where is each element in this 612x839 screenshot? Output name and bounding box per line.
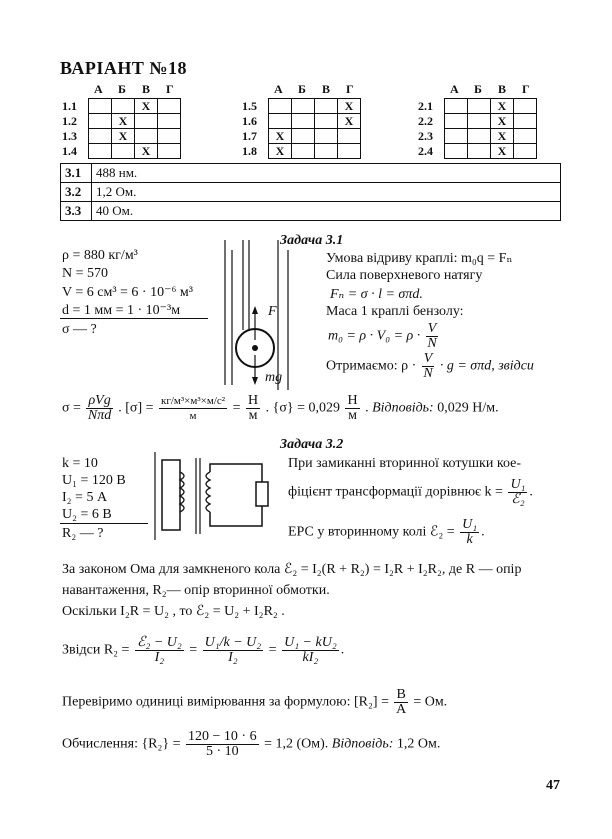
weight-label: mg [265, 370, 283, 385]
given-line: I₂ = 5 А [62, 490, 108, 505]
answer-cell [158, 144, 181, 159]
answer-cell [135, 114, 158, 129]
result-row: 3.1 488 нм. [61, 164, 561, 183]
answer-row-label: 1.4 [62, 144, 77, 158]
given-line: ρ = 880 кг/м³ [62, 248, 138, 263]
answer-cell [112, 99, 135, 114]
page-title: ВАРІАНТ №18 [60, 58, 187, 78]
answer-cell: X [491, 129, 514, 144]
task31-final-formula: σ = $\frac{\text{ρVg}}{\text{Nπd}}$ . [σ] = $\frac{\text{кг/м³×м³×м/с²}}{м}$ = $\frac{Н}{м}$ . {σ} = 0,029 $\frac{Н}{м}$ . Відповідь: 0,029 Н/м. [62, 393, 499, 423]
drop-figure [205, 240, 295, 390]
answer-cell [315, 99, 338, 114]
transformer-figure [150, 452, 280, 542]
answer-row [242, 129, 361, 144]
answer-cell [89, 144, 112, 159]
answer-cell [135, 129, 158, 144]
given-line: d = 1 мм = 1 · 10⁻³м [62, 303, 181, 318]
answer-cell [292, 129, 315, 144]
given-line: U₁ = 120 В [62, 473, 126, 488]
answer-cell: X [491, 144, 514, 159]
given-line: V = 6 см³ = 6 · 10⁻⁶ м³ [62, 285, 193, 300]
task32-calc: Обчислення: {R₂} = $\frac{120 - 10 \cdot 6}{5 \cdot 10}$ = 1,2 (Ом). Відповідь: 1,2 Ом. [62, 729, 441, 759]
answer-grid [62, 98, 181, 159]
task32-text: фіцієнт трансформації дорівнює k = $\frac{\text{U₁}}{\text{ℰ₂}}$ . [288, 477, 533, 507]
answer-row-label: 1.1 [62, 99, 77, 113]
answer-cell [315, 144, 338, 159]
answer-row [62, 99, 181, 114]
answer-row-label: 1.5 [242, 99, 257, 113]
grid-column-header: Б [298, 82, 306, 96]
answer-row [418, 144, 537, 159]
answer-cell [269, 114, 292, 129]
task31-text: Маса 1 краплі бензолу: [326, 304, 464, 319]
task31-mass-formula [328, 322, 440, 351]
answer-cell [338, 144, 361, 159]
given-line: k = 10 [62, 456, 98, 471]
grid-column-header: Г [166, 82, 174, 96]
answer-row-label: 1.3 [62, 129, 77, 143]
answer-row-label: 2.1 [418, 99, 433, 113]
grid-column-header: Б [118, 82, 126, 96]
given-unknown: σ — ? [62, 322, 97, 337]
answer-row [242, 144, 361, 159]
answer-cell: X [112, 129, 135, 144]
answer-row [62, 144, 181, 159]
answer-grid [418, 98, 537, 159]
answer-row-label: 2.4 [418, 144, 433, 158]
answer-row [418, 129, 537, 144]
grid-column-header: А [274, 82, 283, 96]
answer-cell [445, 129, 468, 144]
task31-text: Умова відриву краплі: m₀q = Fₙ [326, 251, 513, 266]
answer-cell [315, 129, 338, 144]
answer-cell: X [269, 144, 292, 159]
answer-cell [292, 144, 315, 159]
given-unknown: R₂ — ? [62, 526, 104, 541]
answer-row-label: 1.6 [242, 114, 257, 128]
task32-derivation: Звідси R₂ = $\frac{\text{ℰ₂ − U₂}}{\text{I₂}}$ = $\frac{\text{U₁/k − U₂}}{\text{I₂}}$ = $\frac{\text{U₁ − kU₂}}{\text{kI₂}}$ . [62, 635, 345, 665]
task32-line: За законом Ома для замкненого кола ℰ₂ = I₂(R + R₂) = I₂R + I₂R₂, де R — опір [62, 562, 522, 577]
answer-cell [338, 129, 361, 144]
answer-row [242, 99, 361, 114]
task32-line: Оскільки I₂R = U₂ , то ℰ₂ = U₂ + I₂R₂ . [62, 604, 285, 619]
grid-column-header: В [322, 82, 331, 96]
answer-cell [468, 114, 491, 129]
answer-cell [89, 129, 112, 144]
given-line: N = 570 [62, 266, 109, 281]
task31-text: m₀ = ρ · V₀ = ρ · [328, 328, 421, 344]
answer-grid [242, 98, 361, 159]
answer-cell: X [269, 129, 292, 144]
answer-row [418, 99, 537, 114]
task31-result-formula: Отримаємо: ρ · $\frac{V}{N}$ · g = σπd, звідси [326, 351, 534, 381]
answer-cell [468, 144, 491, 159]
page-number: 47 [546, 778, 560, 793]
result-row: 3.3 40 Ом. [61, 202, 561, 221]
grid-column-header: Г [522, 82, 530, 96]
force-label: F [268, 304, 277, 319]
given-line: U₂ = 6 В [62, 507, 112, 522]
answer-cell [315, 114, 338, 129]
task31-text: Сила поверхневого натягу [326, 268, 483, 283]
answer-cell [158, 114, 181, 129]
task32-units: Перевіримо одиниці вимірювання за формулою: [R₂] = $\frac{В}{А}$ = Ом. [62, 687, 448, 717]
grid-column-header: В [498, 82, 507, 96]
task32-text: ЕРС у вторинному колі ℰ₂ = $\frac{\text{U₁}}{k}$ . [288, 517, 485, 547]
answer-row [242, 114, 361, 129]
answer-row-label: 1.2 [62, 114, 77, 128]
answer-row-label: 2.2 [418, 114, 433, 128]
answer-cell [514, 129, 537, 144]
grid-column-header: Г [346, 82, 354, 96]
answer-cell [292, 114, 315, 129]
answer-cell [158, 129, 181, 144]
answer-row-label: 1.8 [242, 144, 257, 158]
answer-row [62, 129, 181, 144]
task32-heading: Задача 3.2 [280, 437, 344, 452]
task32-text: При замиканні вторинної котушки кое- [288, 456, 521, 471]
answer-cell [445, 144, 468, 159]
task31-text: Fₙ = σ · l = σπd. [330, 287, 423, 302]
answer-cell [269, 99, 292, 114]
answer-cell: X [135, 144, 158, 159]
grid-column-header: А [450, 82, 459, 96]
result-row: 3.2 1,2 Ом. [61, 183, 561, 202]
answer-cell [89, 99, 112, 114]
given-divider [60, 523, 148, 524]
answer-row [418, 114, 537, 129]
answer-cell [514, 144, 537, 159]
answer-cell [158, 99, 181, 114]
answer-cell: X [491, 99, 514, 114]
answer-cell [445, 99, 468, 114]
answer-cell: X [491, 114, 514, 129]
answer-row-label: 2.3 [418, 129, 433, 143]
answer-cell: X [135, 99, 158, 114]
answer-cell [89, 114, 112, 129]
grid-column-header: А [94, 82, 103, 96]
answer-cell: X [338, 99, 361, 114]
answer-cell: X [112, 114, 135, 129]
task31-heading: Задача 3.1 [280, 233, 344, 248]
answer-cell [468, 129, 491, 144]
answer-cell [514, 114, 537, 129]
answer-cell [112, 144, 135, 159]
answer-cell: X [338, 114, 361, 129]
task32-line: навантаження, R₂— опір вторинної обмотки. [62, 583, 330, 598]
answer-cell [514, 99, 537, 114]
v-over-n: $\frac{V}{N}$ [427, 321, 437, 351]
grid-column-header: Б [474, 82, 482, 96]
answer-cell [445, 114, 468, 129]
answer-row [62, 114, 181, 129]
answer-row-label: 1.7 [242, 129, 257, 143]
answer-cell [292, 99, 315, 114]
results-table [60, 163, 561, 221]
given-divider [60, 318, 208, 319]
grid-column-header: В [142, 82, 151, 96]
answer-cell [468, 99, 491, 114]
